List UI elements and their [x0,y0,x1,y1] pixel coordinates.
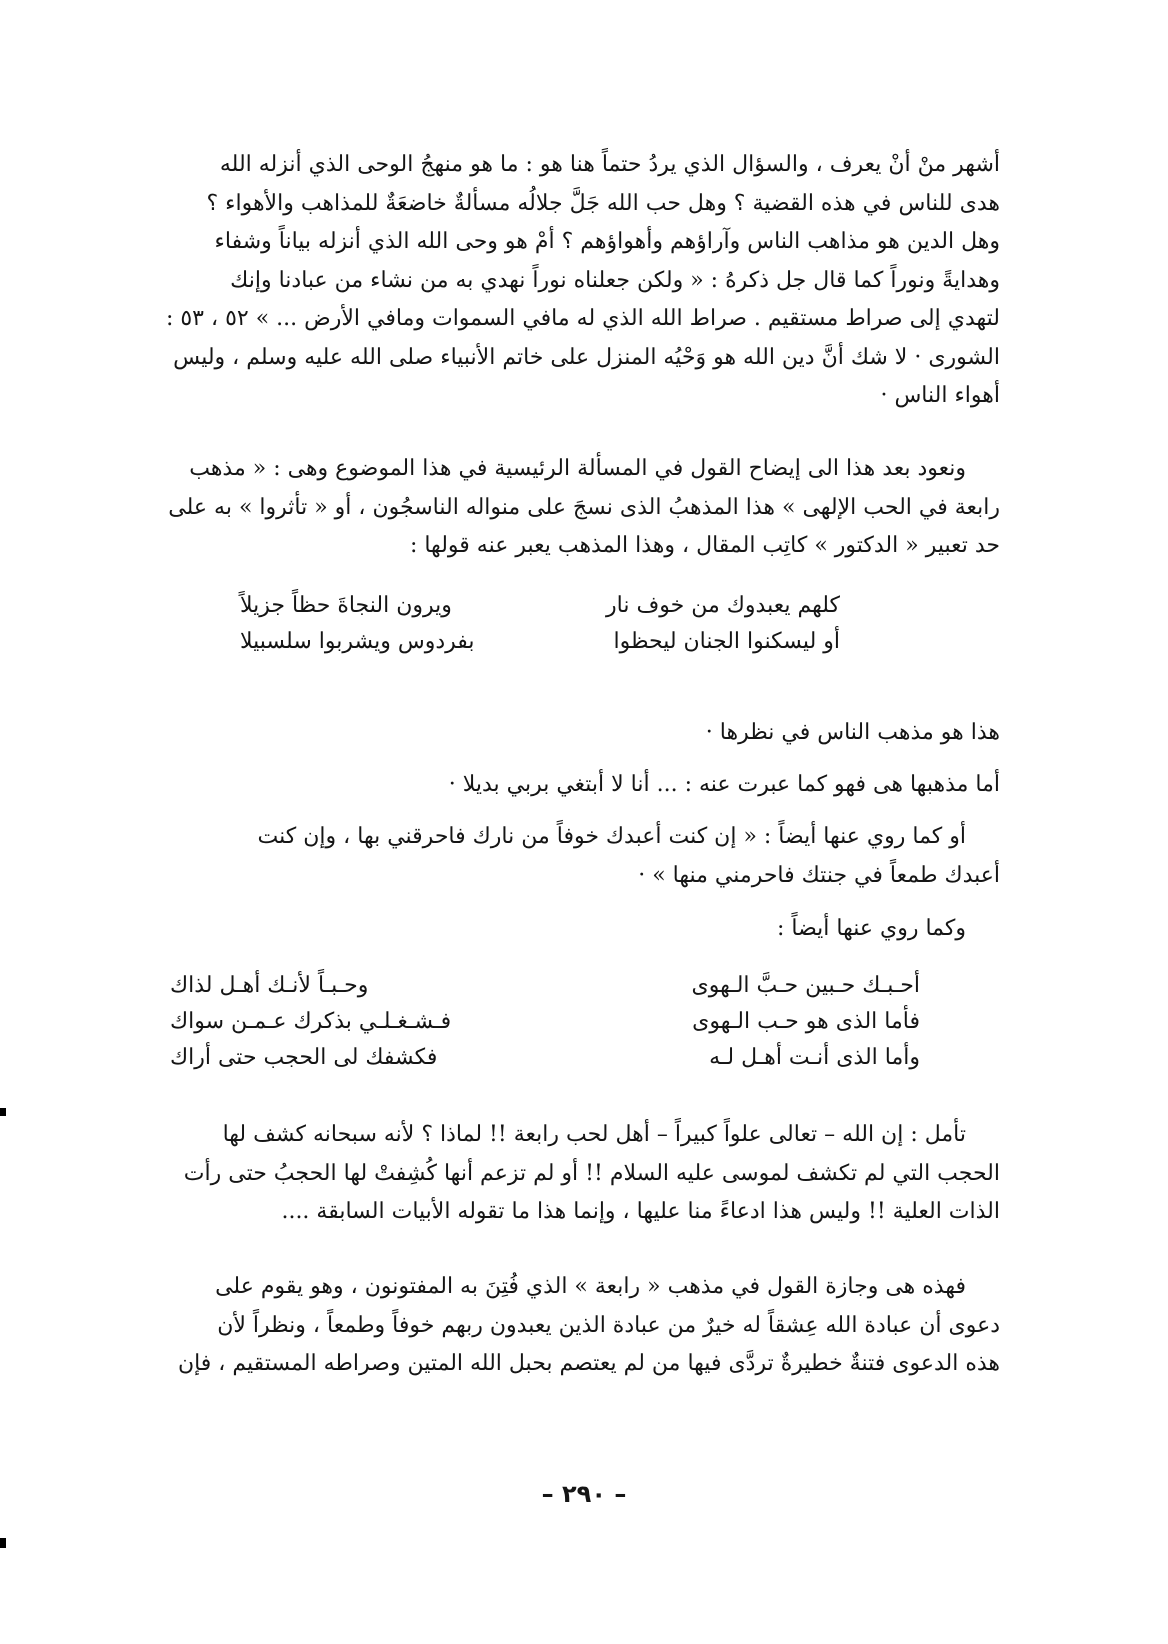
text-line: هدى للناس في هذه القضية ؟ وهل حب الله جَلَّ جلالُه مسألةٌ خاضعَةٌ للمذاهب والأهواء ؟ [206,190,1000,216]
verse-second-hemistich: بفردوس ويشربوا سلسبيلا [240,629,475,654]
verse [240,624,840,660]
scan-edge-mark [0,1538,6,1548]
text-line: أعبدك طمعاً في جنتك فاحرمني منها » · [638,862,1000,888]
paragraph-6 [138,910,1000,949]
verse-first-hemistich: أحـبـك حـبين حـبَّ الـهوى [691,973,920,998]
text-line: دعوى أن عبادة الله عِشقاً له خيرٌ من عبادة الذين يعبدون ربهم خوفاً وطمعاً ، ونظراً لأن [217,1312,1000,1338]
text-line: وكما روي عنها أيضاً : [777,916,966,941]
paragraph-8 [138,1268,1000,1384]
verse [170,1040,920,1076]
paragraph-2 [138,450,1000,566]
text-line: أما مذهبها هى فهو كما عبرت عنه : ... أنا لا أبتغي بربي بديلا · [448,772,1000,797]
verse [240,588,840,624]
text-line: الشورى · لا شك أنَّ دين الله هو وَحْيُه المنزل على خاتم الأنبياء صلى الله عليه وسلم ، وليس [173,344,1000,370]
text-line: هذه الدعوى فتنةٌ خطيرةٌ تردَّى فيها من لم يعتصم بحبل الله المتين وصراطه المستقيم ، فإن [177,1351,1000,1376]
verse-second-hemistich: وحـبـاً لأنـك أهـل لذاك [170,973,369,998]
verse-second-hemistich: ويرون النجاةَ حظاً جزيلاً [240,593,452,618]
paragraph-7 [138,1116,1000,1232]
verse-first-hemistich: فأما الذى هو حـب الـهوى [692,1009,920,1034]
text-line: رابعة في الحب الإلهى » هذا المذهبُ الذى نسجَ على منواله الناسجُون ، أو « تأثروا » به على [168,494,1000,520]
text-line: حد تعبير « الدكتور » كاتِب المقال ، وهذا المذهب يعبر عنه قولها : [409,533,1000,558]
verse-second-hemistich: فكشفك لى الحجب حتى أراك [170,1045,438,1070]
paragraph-1 [138,146,1000,416]
text-line: فهذه هى وجازة القول في مذهب « رابعة » الذي فُتِنَ به المفتونون ، وهو يقوم على [215,1274,966,1299]
page-number: – ٢٩٠ – [541,1480,627,1508]
verse-first-hemistich: أو ليسكنوا الجنان ليحظوا [613,629,840,654]
text-line: أشهر منْ أنْ يعرف ، والسؤال الذي يردُ حتماً هنا هو : ما هو منهجُ الوحى الذي أنزله الله [219,152,1000,177]
poem-1 [240,588,840,660]
text-line: هذا هو مذهب الناس في نظرها · [705,720,1000,745]
verse-first-hemistich: وأما الذى أنـت أهـل لـه [709,1045,920,1070]
text-line: الذات العلية !! وليس هذا ادعاءً منا عليها ، وإنما هذا ما تقوله الأبيات السابقة .... [281,1199,1000,1224]
paragraph-4 [138,766,1000,805]
paragraph-3 [138,714,1000,753]
paragraph-5 [138,818,1000,895]
text-line: وهدايةً ونوراً كما قال جل ذكرهُ : « ولكن جعلناه نوراً نهدي به من نشاء من عبادنا وإنك [230,267,1000,293]
verse-first-hemistich: كلهم يعبدوك من خوف نار [606,593,840,618]
text-line: أو كما روي عنها أيضاً : « إن كنت أعبدك خوفاً من نارك فاحرقني بها ، وإن كنت [257,824,966,849]
text-line: وهل الدين هو مذاهب الناس وآراؤهم وأهواؤهم ؟ أمْ هو وحى الله الذي أنزله بياناً وشفاء [214,229,1000,254]
text-line: لتهدي إلى صراط مستقيم . صراط الله الذي له مافي السموات ومافي الأرض ... » ٥٢ ، ٥٣ : [165,306,1000,331]
verse [170,968,920,1004]
scan-edge-mark [0,1108,6,1116]
verse [170,1004,920,1040]
text-line: ونعود بعد هذا الى إيضاح القول في المسألة الرئيسية في هذا الموضوع وهى : « مذهب [189,456,966,481]
text-line: الحجب التي لم تكشف لموسى عليه السلام !! أو لم تزعم أنها كُشِفتْ لها الحجبُ حتى رأت [183,1160,1000,1186]
text-line: أهواء الناس · [880,383,1000,408]
poem-2 [170,968,920,1076]
text-line: تأمل : إن الله – تعالى علواً كبيراً – أهل لحب رابعة !! لماذا ؟ لأنه سبحانه كشف لها [222,1122,966,1147]
verse-second-hemistich: فـشـغـلـي بذكرك عـمـن سواك [170,1009,452,1034]
